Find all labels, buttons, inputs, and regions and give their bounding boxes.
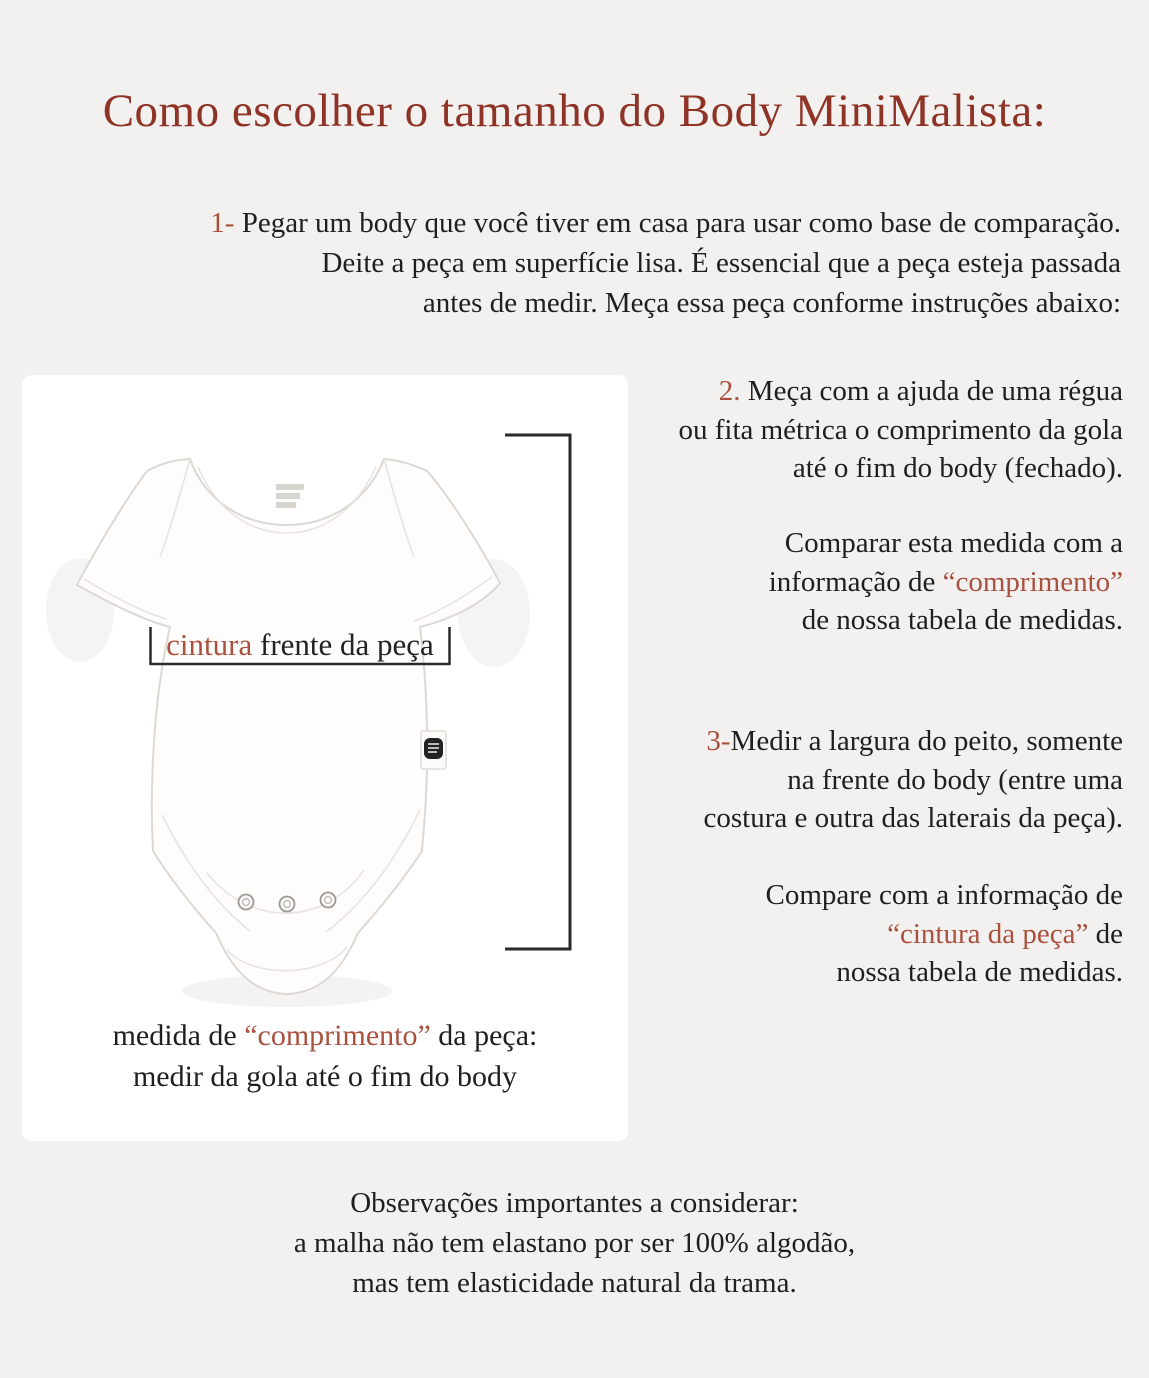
compare-width-line3: nossa tabela de medidas.: [836, 956, 1123, 988]
step3-line2: na frente do body (entre uma: [787, 763, 1123, 796]
step1-line3: antes de medir. Meça essa peça conforme instruções abaixo:: [422, 287, 1121, 319]
length-caption-line1: medida de “comprimento” da peça:: [112, 1019, 538, 1052]
snap-button: [239, 895, 254, 910]
length-caption-accent: “comprimento”: [244, 1019, 431, 1052]
observations-line3: mas tem elasticidade natural da trama.: [352, 1267, 797, 1299]
compare-length-paragraph: Comparar esta medida com a informação de “comprimento” de nossa tabela de medidas.: [768, 527, 1123, 636]
length-measure-bracket: [505, 435, 570, 949]
step2-number: 2.: [718, 375, 741, 407]
compare-width-accent: “cintura da peça”: [887, 917, 1089, 950]
compare-length-line3: de nossa tabela de medidas.: [801, 604, 1123, 636]
neck-label: [276, 487, 304, 505]
observations-line1: Observações importantes a considerar:: [350, 1187, 799, 1219]
waist-label-accent: cintura: [166, 627, 253, 662]
waist-label: [166, 627, 434, 662]
page-title: Como escolher o tamanho do Body MiniMalista:: [102, 85, 1047, 137]
step3-number: 3-: [706, 725, 731, 757]
length-caption: [22, 1015, 628, 1097]
step1-paragraph: [51, 203, 1121, 323]
observations-line2: a malha não tem elastano por ser 100% algodão,: [293, 1227, 856, 1259]
compare-width-paragraph: Compare com a informação de “cintura da peça” de nossa tabela de medidas.: [765, 879, 1123, 988]
brand-tag-icon: [421, 731, 446, 769]
snap-button: [280, 897, 295, 912]
snap-button: [321, 893, 336, 908]
step2-paragraph: 2. Meça com a ajuda de uma régua ou fita métrica o comprimento da gola até o fim do body (fechado).: [678, 375, 1123, 484]
step1-line2: Deite a peça em superfície lisa. É essencial que a peça esteja passada: [321, 247, 1121, 279]
observations-paragraph: [0, 1183, 1149, 1303]
measurement-diagram-panel: [22, 375, 628, 1141]
compare-width-line1: Compare com a informação de: [765, 879, 1123, 911]
step3-paragraph: 3-Medir a largura do peito, somente na frente do body (entre uma costura e outra das laterais da peça).: [703, 725, 1123, 834]
waist-label-rest: frente da peça: [252, 627, 434, 662]
length-caption-line2: medir da gola até o fim do body: [132, 1060, 518, 1093]
step3-line3: costura e outra das laterais da peça).: [703, 802, 1123, 834]
step2-line2: ou fita métrica o comprimento da gola: [678, 413, 1123, 446]
compare-length-accent: “comprimento”: [942, 565, 1123, 598]
step2-line3: até o fim do body (fechado).: [792, 452, 1123, 484]
step1-line1: 1- Pegar um body que você tiver em casa para usar como base de comparação.: [210, 207, 1121, 239]
step1-number: 1-: [210, 207, 235, 239]
compare-length-line1: Comparar esta medida com a: [784, 527, 1123, 559]
